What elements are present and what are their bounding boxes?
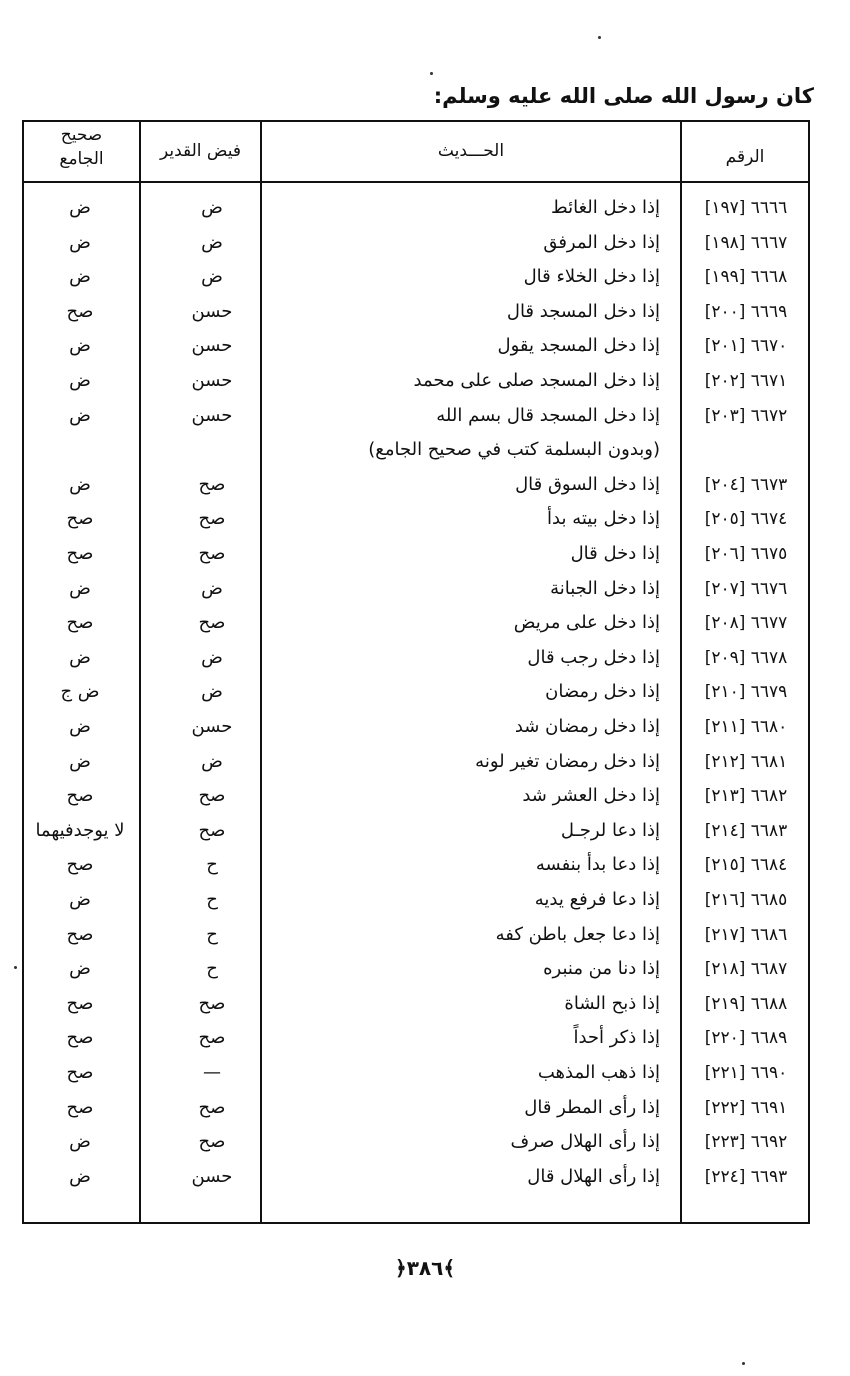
sahih-grade: صح (66, 923, 94, 945)
sahih-grade: صح (66, 300, 94, 322)
hadith-number: ٦٦٩٢ [٢٢٣] (704, 1132, 788, 1153)
hadith-text: إذا دخل المسجد قال (506, 300, 660, 322)
fayd-grade: صح (198, 992, 226, 1014)
hadith-text: إذا دخل على مريض (513, 612, 660, 634)
table-row (22, 473, 810, 507)
sahih-grade: صح (66, 508, 94, 530)
hadith-number: ٦٦٨٤ [٢١٥] (704, 855, 788, 876)
fayd-grade: حسن (191, 370, 233, 391)
hadith-text: إذا دخل رمضان شد (514, 716, 660, 737)
hadith-number: ٦٦٧٨ [٢٠٩] (704, 647, 788, 668)
sahih-grade: صح (66, 854, 94, 876)
table-row (22, 819, 810, 853)
header-fayd: فيض القدير (159, 141, 242, 161)
header-sahih-line2: الجامع (59, 149, 104, 169)
hadith-text: إذا دخل بيته بدأ (547, 508, 660, 530)
sahih-grade: ض ج (60, 681, 100, 703)
hadith-number: ٦٦٧٢ [٢٠٣] (704, 405, 788, 426)
hadith-text: إذا دخل رجب قال (527, 646, 660, 668)
sahih-grade: صح (66, 612, 94, 634)
table-row (22, 957, 810, 991)
fayd-grade: حسن (191, 335, 233, 357)
fayd-grade: حسن (191, 716, 233, 737)
table-row (22, 992, 810, 1026)
hadith-text: إذا رأى الهلال قال (527, 1165, 660, 1187)
table-row (22, 784, 810, 818)
fayd-grade: صح (198, 1027, 226, 1049)
table-note-row (22, 438, 810, 472)
hadith-number: ٦٦٨٧ [٢١٨] (704, 959, 788, 980)
fayd-grade: صح (198, 819, 226, 841)
fayd-grade: صح (198, 785, 226, 807)
sahih-grade: ض (69, 716, 91, 737)
sahih-grade: ض (69, 750, 91, 772)
hadith-number: ٦٦٨٦ [٢١٧] (704, 924, 788, 945)
page-heading: كان رسول الله صلى الله عليه وسلم: (433, 84, 814, 108)
table-row (22, 542, 810, 576)
hadith-number: ٦٦٧٥ [٢٠٦] (704, 544, 788, 564)
hadith-text: إذا دنا من منبره (543, 958, 660, 980)
sahih-grade: ض (69, 646, 91, 668)
hadith-text: إذا ذكر أحداً (573, 1027, 660, 1049)
table-row (22, 231, 810, 265)
hadith-text: إذا دخل المسجد قال بسم الله (436, 404, 660, 426)
table-row (22, 680, 810, 714)
header-divider (22, 181, 810, 183)
fayd-grade: — (203, 1062, 221, 1083)
sahih-grade: ض (69, 1131, 91, 1153)
hadith-text: إذا دخل قال (570, 543, 660, 564)
hadith-text: إذا دخل رمضان تغير لونه (475, 750, 660, 772)
fayd-grade: ض (201, 231, 223, 253)
speck (742, 1362, 745, 1365)
sahih-grade: ض (69, 370, 91, 391)
table-row (22, 507, 810, 541)
sahih-grade: ض (69, 473, 91, 495)
hadith-text: إذا دخل رمضان (545, 681, 660, 703)
hadith-number: ٦٦٨٣ [٢١٤] (704, 820, 788, 841)
fayd-grade: ض (201, 577, 223, 599)
hadith-text: إذا دعا بدأ بنفسه (535, 854, 660, 876)
fayd-grade: ض (201, 646, 223, 668)
fayd-grade: ح (206, 958, 218, 980)
hadith-number: ٦٦٦٦ [١٩٧] (704, 198, 788, 218)
hadith-text: (وبدون البسلمة كتب في صحيح الجامع) (368, 439, 660, 461)
hadith-text: إذا رأى المطر قال (524, 1096, 660, 1118)
hadith-text: إذا رأى الهلال صرف (510, 1131, 660, 1153)
fayd-grade: ض (201, 681, 223, 703)
sahih-grade: ض (69, 958, 91, 980)
hadith-number: ٦٦٦٩ [٢٠٠] (704, 301, 788, 322)
table-row (22, 404, 810, 438)
hadith-text: إذا دخل العشر شد (522, 785, 660, 807)
fayd-grade: صح (198, 1096, 226, 1118)
fayd-grade: حسن (191, 1165, 233, 1187)
fayd-grade: ض (201, 266, 223, 288)
table-row (22, 888, 810, 922)
hadith-number: ٦٦٧٠ [٢٠١] (704, 336, 788, 357)
header-hadith: الحـــديث (437, 141, 505, 161)
hadith-number: ٦٦٩١ [٢٢٢] (704, 1097, 788, 1118)
table-row (22, 1096, 810, 1130)
table-row (22, 611, 810, 645)
sahih-grade: ض (69, 231, 91, 253)
fayd-grade: ض (201, 750, 223, 772)
sahih-grade: لا يوجدفيهما (35, 819, 125, 841)
hadith-number: ٦٦٧٧ [٢٠٨] (704, 613, 788, 634)
sahih-grade: صح (66, 543, 94, 564)
sahih-grade: ض (69, 404, 91, 426)
hadith-number: ٦٦٦٧ [١٩٨] (704, 232, 788, 253)
fayd-grade: صح (198, 473, 226, 495)
table-row (22, 715, 810, 749)
sahih-grade: ض (69, 889, 91, 910)
fayd-grade: صح (198, 1131, 226, 1153)
hadith-number: ٦٦٧١ [٢٠٢] (704, 371, 788, 391)
hadith-text: إذا دعا جعل باطن كفه (495, 923, 660, 945)
fayd-grade: صح (198, 543, 226, 564)
table-row (22, 750, 810, 784)
page-number: ﴿٣٨٦﴾ (394, 1256, 456, 1280)
sahih-grade: صح (66, 1027, 94, 1049)
table-row (22, 646, 810, 680)
hadith-text: إذا ذبح الشاة (564, 992, 660, 1014)
table-row (22, 577, 810, 611)
hadith-text: إذا دعا لرجـل (560, 819, 660, 841)
hadith-text: إذا دخل المرفق (543, 231, 660, 253)
table-row (22, 1026, 810, 1060)
table-row (22, 1130, 810, 1164)
speck (430, 72, 433, 75)
hadith-number: ٦٦٩٣ [٢٢٤] (704, 1166, 788, 1187)
hadith-text: إذا دعا فرفع يديه (534, 889, 660, 910)
fayd-grade: حسن (191, 404, 233, 426)
fayd-grade: ض (201, 197, 223, 218)
fayd-grade: صح (198, 612, 226, 634)
sahih-grade: صح (66, 785, 94, 807)
speck (14, 966, 17, 969)
fayd-grade: حسن (191, 300, 233, 322)
hadith-text: إذا دخل السوق قال (515, 473, 660, 495)
hadith-number: ٦٦٨٠ [٢١١] (704, 717, 788, 737)
hadith-number: ٦٦٧٣ [٢٠٤] (704, 474, 788, 495)
table-row (22, 265, 810, 299)
hadith-text: إذا دخل المسجد صلى على محمد (413, 370, 660, 391)
table-row (22, 196, 810, 230)
hadith-text: إذا دخل الغائط (551, 197, 660, 218)
hadith-text: إذا دخل الخلاء قال (523, 266, 660, 288)
hadith-number: ٦٦٧٤ [٢٠٥] (704, 509, 788, 530)
table-row (22, 1165, 810, 1199)
fayd-grade: صح (198, 508, 226, 530)
fayd-grade: ح (206, 854, 218, 876)
hadith-number: ٦٦٨٢ [٢١٣] (704, 786, 788, 807)
header-number: الرقم (725, 147, 765, 167)
speck (598, 36, 601, 39)
sahih-grade: صح (66, 1096, 94, 1118)
sahih-grade: صح (66, 1062, 94, 1083)
hadith-number: ٦٦٨٩ [٢٢٠] (704, 1028, 788, 1049)
table-row (22, 334, 810, 368)
sahih-grade: صح (66, 992, 94, 1014)
table-row (22, 1061, 810, 1095)
header-sahih-line1: صحيح (60, 125, 103, 145)
hadith-number: ٦٦٦٨ [١٩٩] (704, 267, 788, 288)
hadith-text: إذا دخل المسجد يقول (497, 335, 660, 357)
hadith-number: ٦٦٨١ [٢١٢] (704, 751, 788, 772)
sahih-grade: ض (69, 197, 91, 218)
hadith-number: ٦٦٩٠ [٢٢١] (704, 1063, 788, 1083)
fayd-grade: ح (206, 889, 218, 910)
table-row (22, 300, 810, 334)
hadith-text: إذا ذهب المذهب (537, 1062, 660, 1083)
hadith-number: ٦٦٨٥ [٢١٦] (704, 890, 788, 910)
sahih-grade: ض (69, 577, 91, 599)
table-row (22, 923, 810, 957)
sahih-grade: ض (69, 1165, 91, 1187)
fayd-grade: ح (206, 923, 218, 945)
hadith-number: ٦٦٨٨ [٢١٩] (704, 993, 788, 1014)
sahih-grade: ض (69, 266, 91, 288)
hadith-number: ٦٦٧٩ [٢١٠] (704, 682, 788, 703)
table-row (22, 369, 810, 403)
hadith-number: ٦٦٧٦ [٢٠٧] (704, 578, 788, 599)
table-row (22, 853, 810, 887)
sahih-grade: ض (69, 335, 91, 357)
hadith-text: إذا دخل الجبانة (550, 577, 660, 599)
